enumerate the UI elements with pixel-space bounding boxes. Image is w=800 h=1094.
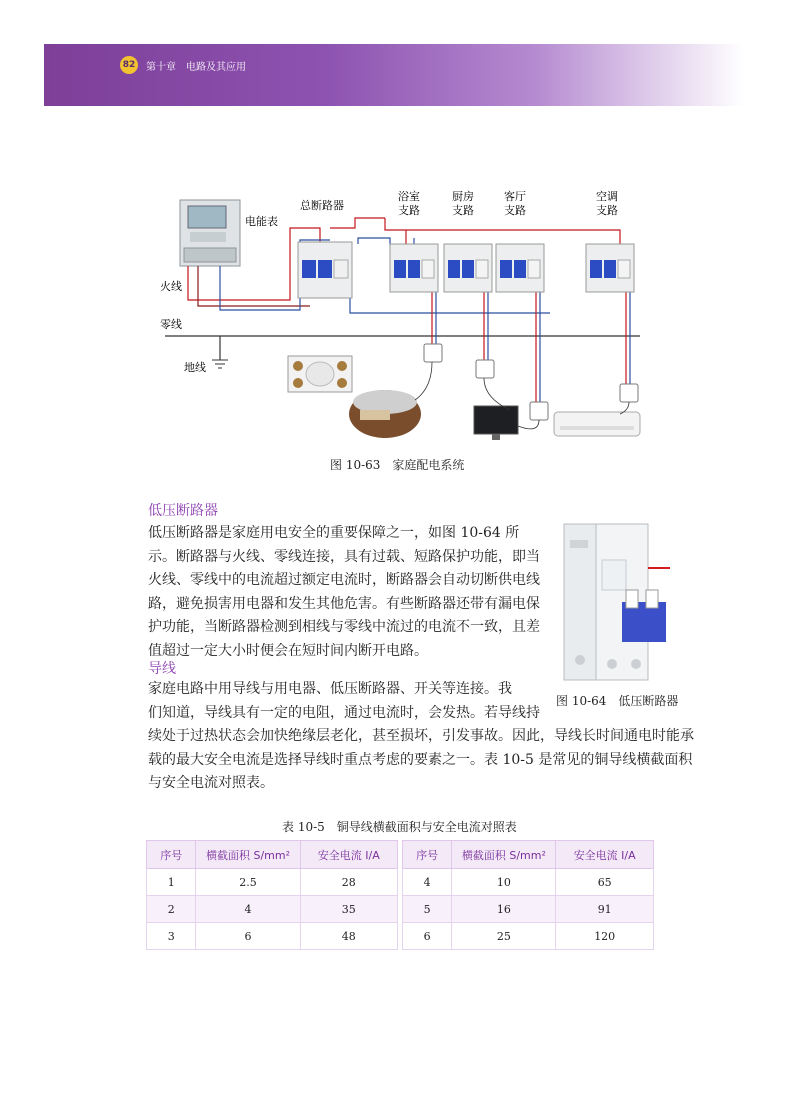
wire-table-right (402, 840, 654, 950)
section2-paragraph: 家庭电路中用导线与用电器、低压断路器、开关等连接。我 们知道，导线具有一定的电阻，通过电流时，会发热。若导线持 续处于过热状态会加快绝缘层老化，甚至损坏，引发事故。因此，导线长时间通电时能承 载的最大安全电流是选择导线时重点考虑的要素之一。表 10-5 是常见的铜导线横截面积 与安全电流对照表。 (148, 681, 694, 791)
table-row (403, 869, 654, 896)
table-cell: 120 (556, 923, 654, 950)
figure2-caption: 图 10-64 低压断路器 (556, 694, 679, 708)
air-conditioner (554, 412, 640, 436)
live-wire-label: 火线 (160, 280, 182, 293)
table-cell: 4 (196, 896, 300, 923)
col-header-area: 横截面积 S/mm² (196, 841, 300, 869)
distribution-system-diagram (150, 188, 660, 450)
table-cell: 91 (556, 896, 654, 923)
table-cell: 35 (300, 896, 397, 923)
table-cell: 2.5 (196, 869, 300, 896)
low-voltage-breaker-photo (556, 520, 672, 684)
col-header-current: 安全电流 I/A (300, 841, 397, 869)
table-cell: 28 (300, 869, 397, 896)
section-heading-wire: 导线 (148, 661, 176, 677)
page-header (44, 44, 744, 106)
col-header-current: 安全电流 I/A (556, 841, 654, 869)
table-cell: 6 (196, 923, 300, 950)
bathroom-branch-label: 浴室 支路 (398, 190, 420, 217)
ground-symbol (212, 360, 228, 368)
tv (474, 406, 518, 440)
wire-table-left (146, 840, 398, 950)
main-breaker (298, 242, 352, 298)
table-cell: 5 (403, 896, 452, 923)
table-row (147, 923, 398, 950)
table-cell: 10 (452, 869, 556, 896)
neutral-wire-label: 零线 (160, 318, 182, 331)
wall-sockets (424, 344, 638, 420)
table-row (147, 869, 398, 896)
electric-meter (180, 200, 240, 266)
chapter-title: 第十章 电路及其应用 (146, 62, 246, 73)
table-row (403, 896, 654, 923)
switch-panel (288, 356, 352, 392)
section-heading-breaker: 低压断路器 (148, 503, 218, 519)
table-cell: 2 (147, 896, 196, 923)
kitchen-branch-label: 厨房 支路 (452, 190, 474, 217)
col-header-index: 序号 (147, 841, 196, 869)
branch-breakers (390, 244, 634, 292)
col-header-index: 序号 (403, 841, 452, 869)
col-header-area: 横截面积 S/mm² (452, 841, 556, 869)
table-row (147, 896, 398, 923)
ground-wire-label: 地线 (184, 361, 206, 374)
table-cell: 48 (300, 923, 397, 950)
main-breaker-label: 总断路器 (300, 199, 344, 212)
table-caption: 表 10-5 铜导线横截面积与安全电流对照表 (282, 820, 517, 834)
figure1-caption: 图 10-63 家庭配电系统 (330, 458, 465, 472)
table-cell: 1 (147, 869, 196, 896)
table-cell: 4 (403, 869, 452, 896)
table-cell: 65 (556, 869, 654, 896)
table-row (403, 923, 654, 950)
rice-cooker (349, 390, 421, 438)
ac-branch-label: 空调 支路 (596, 190, 618, 217)
table-cell: 6 (403, 923, 452, 950)
meter-label: 电能表 (245, 215, 278, 228)
table-cell: 25 (452, 923, 556, 950)
section1-paragraph: 低压断路器是家庭用电安全的重要保障之一，如图 10-64 所 示。断路器与火线、零线连接，具有过载、短路保护功能，即当 火线、零线中的电流超过额定电流时，断路器会自动切断供电线 路，避免损害用电器和发生其他危害。有些断路器还带有漏电保 护功能，当断路器检测到相线与零线中流过的电流不一致，且差 值超过一定大小时便会在短时间内断开电路。 (148, 525, 540, 659)
living-room-branch-label: 客厅 支路 (504, 190, 526, 217)
table-cell: 16 (452, 896, 556, 923)
table-cell: 3 (147, 923, 196, 950)
page-number: 82 (120, 56, 138, 74)
